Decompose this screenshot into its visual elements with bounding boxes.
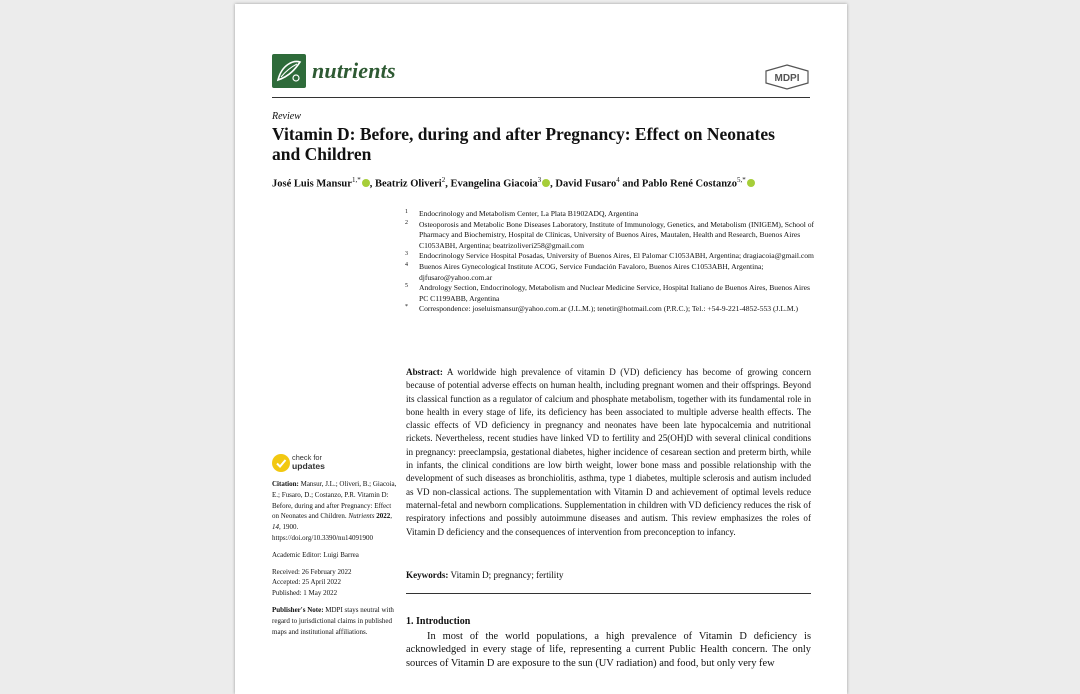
section-heading: 1. Introduction [406,616,471,627]
affiliation-item: 2 Osteoporosis and Metabolic Bone Diseases Laboratory, Institute of Immunology, Genetics, and Metabolism (INIGEM), School of Pharmacy and Biochemistry, Hospital de Clínicas, University of Buenos Aires, Mautalen, Health and Research, Buenos Aires C1053ABH, Argentina; beatrizoliveri258@gmail.com [405,219,815,250]
keywords-label: Keywords: [406,570,449,580]
section-divider [406,593,811,594]
affiliation-item: 5 Andrology Section, Endocrinology, Metabolism and Nuclear Medicine Service, Hospital Italiano de Buenos Aires, Buenos Aires PC C1199ABB, Argentina [405,283,810,303]
publisher-note: Publisher's Note: MDPI stays neutral with regard to jurisdictional claims in published maps and institutional affiliations. [272,605,394,636]
affiliation-item: 4 Buenos Aires Gynecological Institute ACOG, Service Fundación Favaloro, Buenos Aires C1053ABH, Argentina; djfusaro@yahoo.com.ar [405,261,764,282]
side-info [272,479,397,643]
abstract-label: Abstract: [406,367,443,377]
introduction-text: In most of the world populations, a high prevalence of Vitamin D deficiency is acknowledged in every stage of life, representing a current Public Health concern. The only sources of Vitamin D are exposure to the sun (UV radiation) and food, but only very few [406,631,811,669]
check-updates-badge[interactable]: check for updates [292,453,325,471]
publisher-logo [764,64,810,90]
article-type: Review [272,111,301,122]
orcid-icon[interactable] [747,179,755,187]
article-title: Vitamin D: Before, during and after Pregnancy: Effect on Neonates and Children [272,124,775,164]
doi-link[interactable]: https://doi.org/10.3390/nu14091900 [272,533,373,542]
affiliation-item: 3 Endocrinology Service Hospital Posadas, University of Buenos Aires, El Palomar C1053ABH, Argentina; dragiacoia@gmail.com [405,251,814,261]
dates: Received: 26 February 2022 Accepted: 25 April 2022 Published: 1 May 2022 [272,567,352,598]
author: José Luis Mansur [272,178,352,190]
header-divider [272,97,810,98]
document-page [235,4,847,694]
keywords [406,570,811,580]
orcid-icon[interactable] [542,179,550,187]
author: Pablo René Costanzo [641,178,737,190]
author: David Fusaro [555,178,617,190]
affiliation-item: 1 Endocrinology and Metabolism Center, La Plata B1902ADQ, Argentina [405,209,639,218]
abstract-text: A worldwide high prevalence of vitamin D (VD) deficiency has become of growing concern because of potential adverse effects on human health, including pregnant women and their offsprings. Beyond its classical function as a regulator of calcium and phosphate metabolism, together with its fundamental role in bone health in every stage of life, its deficiency has been associated to multiple adverse health effects. The classic effects of VD deficiency in pregnancy and neonates have been late hypocalcemia and nutritional rickets. Nevertheless, recent studies have linked VD to fertility and 25(OH)D with several clinical conditions in pregnancy: preeclampsia, gestational diabetes, higher incidence of cesarean section and preterm birth, while in infants, the clinical conditions are low birth weight, lower bone mass and possible relationship with the development of such diseases as bronchiolitis, asthma, type 1 diabetes, multiple sclerosis and autism included as VD non-classical actions. The supplementation with Vitamin D and achievement of optimal levels reduce maternal-fetal and newborn complications. Supplementation in children with VD deficiency reduces the risk of respiratory infections and possibly autoimmune diseases and autism. This review emphasizes the roles of Vitamin D deficiency and the consequences of intervention from preconception to infancy. [406,367,811,537]
academic-editor: Academic Editor: Luigi Barrea [272,550,359,559]
citation: Citation: Mansur, J.L.; Oliveri, B.; Giacoia, E.; Fusaro, D.; Costanzo, P.R. Vitamin D: Before, during and after Pregnancy: Effect on Neonates and Children. Nutrients 2022, 14, 1900. https://doi.org/10.3390/nu14091900 [272,480,397,542]
orcid-icon[interactable] [362,179,370,187]
author: Beatriz Oliveri [374,178,442,190]
author-list: José Luis Mansur$^{1,*}$ , Beatriz Oliveri$^2$, Evangelina Giacoia$^3$ , David Fusaro$^4$ and Pablo René Costanzo$^{5,*}$ [272,176,832,190]
keywords-text: Vitamin D; pregnancy; fertility [450,570,564,580]
author: Evangelina Giacoia [450,178,538,190]
journal-logo-icon [272,54,306,88]
correspondence: * Correspondence: joseluismansur@yahoo.com.ar (J.L.M.); tenetir@hotmail.com (P.R.C.); Tel.: +54-9-221-4852-553 (J.L.M.) [405,304,799,314]
check-updates-icon[interactable] [272,454,290,472]
abstract [406,366,811,539]
journal-name: nutrients [312,58,396,83]
publisher-name: MDPI [774,73,800,84]
affiliations [405,209,815,315]
